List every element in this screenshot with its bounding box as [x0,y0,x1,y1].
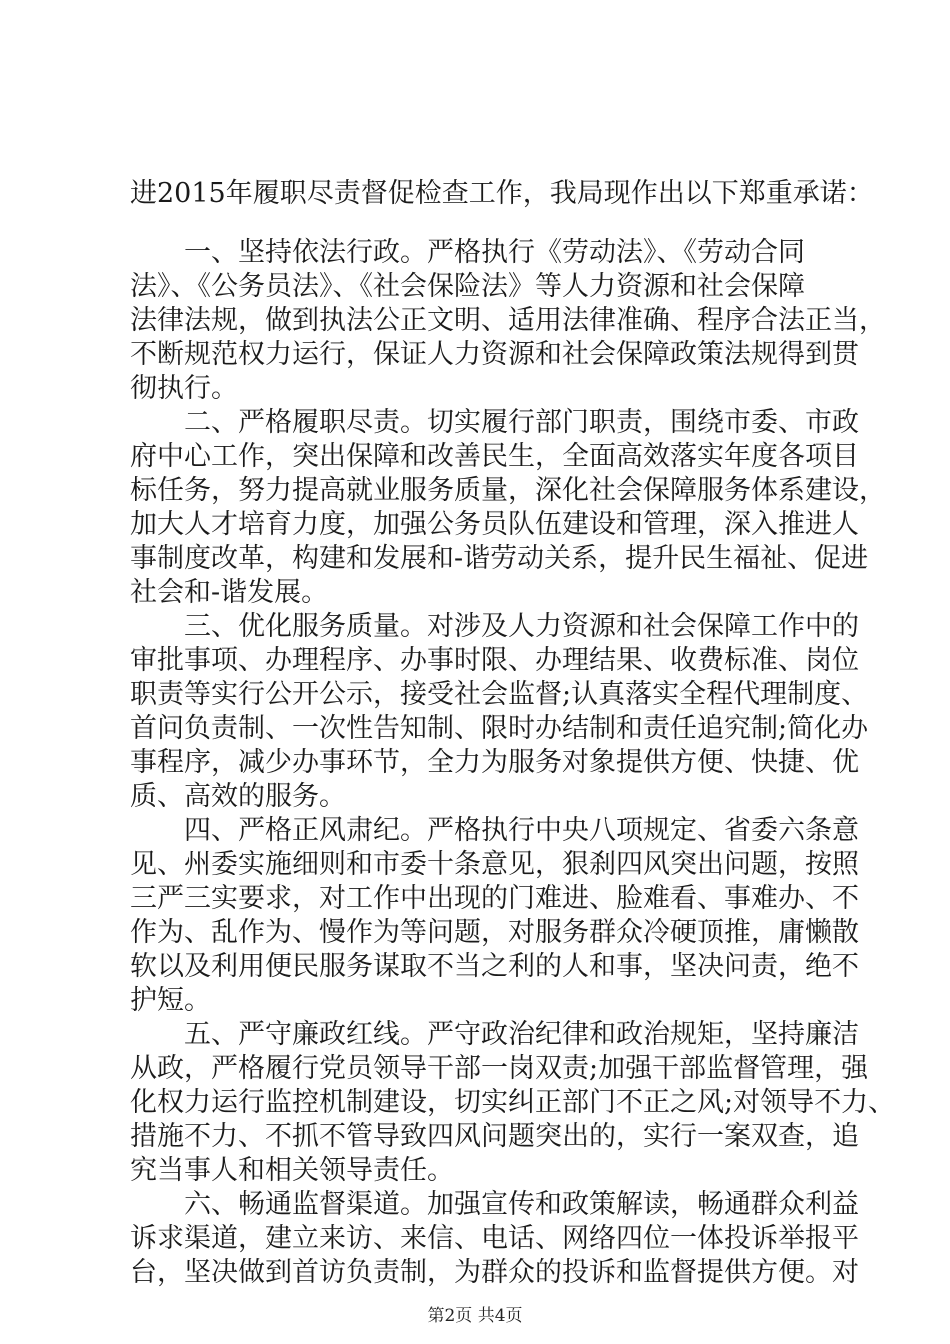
text-line: 一、坚持依法行政。严格执行《劳动法》、《劳动合同 [130,237,805,268]
text-line: 事制度改革，构建和发展和-谐劳动关系，提升民生福祉、促进 [130,543,869,574]
text-line: 从政，严格履行党员领导干部一岗双责;加强干部监督管理，强 [130,1053,869,1084]
text-line: 社会和-谐发展。 [130,577,329,608]
text-line: 府中心工作，突出保障和改善民生，全面高效落实年度各项目 [130,441,859,472]
text-line: 五、严守廉政红线。严守政治纪律和政治规矩，坚持廉洁 [130,1019,859,1050]
text-line: 职责等实行公开公示，接受社会监督;认真落实全程代理制度、 [130,679,869,710]
text-line: 究当事人和相关领导责任。 [130,1155,454,1186]
text-line: 护短。 [130,985,211,1016]
text-line: 不断规范权力运行，保证人力资源和社会保障政策法规得到贯 [130,339,859,370]
text-line: 软以及利用便民服务谋取不当之利的人和事，坚决问责，绝不 [130,951,859,982]
text-line: 化权力运行监控机制建设，切实纠正部门不正之风;对领导不力、 [130,1087,896,1118]
text-line: 二、严格履职尽责。切实履行部门职责，围绕市委、市政 [130,407,859,438]
text-line: 见、州委实施细则和市委十条意见，狠刹四风突出问题，按照 [130,849,859,880]
text-line: 进2015年履职尽责督促检查工作，我局现作出以下郑重承诺： [130,178,874,209]
page-number-footer: 第2页 共4页 [427,1306,523,1326]
text-line: 审批事项、办理程序、办事时限、办理结果、收费标准、岗位 [130,645,859,676]
text-line: 措施不力、不抓不管导致四风问题突出的，实行一案双查，追 [130,1121,859,1152]
text-line: 质、高效的服务。 [130,781,346,812]
text-line: 加大人才培育力度，加强公务员队伍建设和管理，深入推进人 [130,509,859,540]
text-line: 作为、乱作为、慢作为等问题，对服务群众冷硬顶推，庸懒散 [130,917,859,948]
text-line: 法律法规，做到执法公正文明、适用法律准确、程序合法正当， [130,305,886,336]
text-line: 首问负责制、一次性告知制、限时办结制和责任追究制;简化办 [130,713,869,744]
text-line: 诉求渠道，建立来访、来信、电话、网络四位一体投诉举报平 [130,1223,859,1254]
text-line: 彻执行。 [130,373,238,404]
text-line: 标任务，努力提高就业服务质量，深化社会保障服务体系建设， [130,475,886,506]
text-line: 六、畅通监督渠道。加强宣传和政策解读，畅通群众利益 [130,1189,859,1220]
text-line: 四、严格正风肃纪。严格执行中央八项规定、省委六条意 [130,815,859,846]
text-line: 台，坚决做到首访负责制，为群众的投诉和监督提供方便。对 [130,1257,859,1288]
text-line: 事程序，减少办事环节，全力为服务对象提供方便、快捷、优 [130,747,859,778]
text-line: 三严三实要求，对工作中出现的门难进、脸难看、事难办、不 [130,883,859,914]
text-line: 三、优化服务质量。对涉及人力资源和社会保障工作中的 [130,611,859,642]
text-line: 法》、《公务员法》、《社会保险法》等人力资源和社会保障 [130,271,805,302]
